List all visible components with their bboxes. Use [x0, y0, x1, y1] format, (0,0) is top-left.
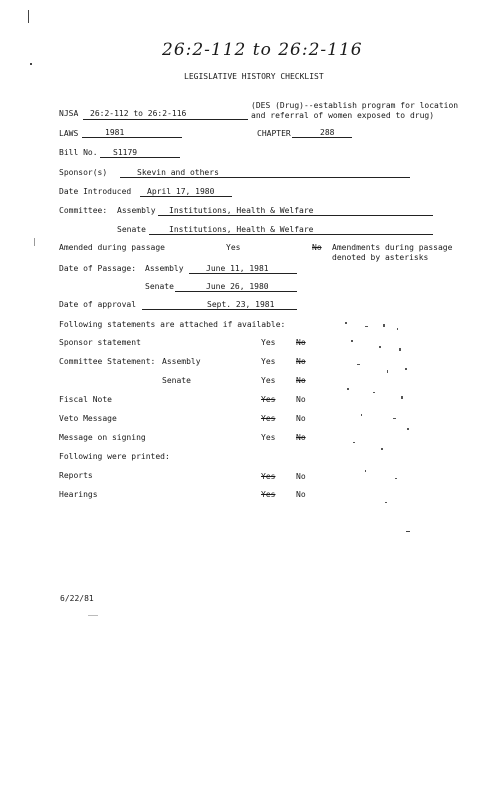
amended-no: No [312, 243, 322, 252]
description-line-1: (DES (Drug)--establish program for location [251, 101, 459, 110]
amended-note-1: Amendments during passage [332, 243, 453, 252]
reports-yes: Yes [261, 472, 276, 481]
chapter-underline [292, 137, 352, 138]
veto-message-no: No [296, 414, 306, 423]
njsa-value: 26:2-112 to 26:2-116 [90, 109, 187, 118]
fiscal-note-yes: Yes [261, 395, 276, 404]
sponsor-statement-label: Sponsor statement [59, 338, 141, 347]
scan-dot [30, 63, 32, 65]
committee-assembly-value: Institutions, Health & Welfare [169, 206, 314, 215]
statements-heading: Following statements are attached if available: [59, 320, 286, 329]
committee-statement-senate-label: Senate [162, 376, 191, 385]
reports-no: No [296, 472, 306, 481]
committee-statement-senate-no: No [296, 376, 306, 385]
committee-statement-assembly-no: No [296, 357, 306, 366]
date-introduced-value: April 17, 1980 [147, 187, 215, 196]
amended-yes: Yes [226, 243, 241, 252]
footer-date: 6/22/81 [60, 594, 94, 603]
passage-assembly-value: June 11, 1981 [206, 264, 269, 273]
approval-label: Date of approval [59, 300, 137, 309]
committee-senate-label: Senate [117, 225, 146, 234]
committee-statement-label: Committee Statement: [59, 357, 156, 366]
message-signing-label: Message on signing [59, 433, 146, 442]
page-title: LEGISLATIVE HISTORY CHECKLIST [184, 72, 324, 81]
sponsor-label: Sponsor(s) [59, 168, 108, 177]
committee-statement-assembly-label: Assembly [162, 357, 201, 366]
bill-value: S1179 [113, 148, 138, 157]
bill-underline [100, 157, 180, 158]
committee-assembly-underline [158, 215, 433, 216]
hearings-label: Hearings [59, 490, 98, 499]
committee-statement-assembly-yes: Yes [261, 357, 276, 366]
veto-message-label: Veto Message [59, 414, 117, 423]
committee-statement-senate-yes: Yes [261, 376, 276, 385]
sponsor-statement-yes: Yes [261, 338, 276, 347]
scan-mark [28, 10, 29, 23]
passage-senate-value: June 26, 1980 [206, 282, 269, 291]
printed-heading: Following were printed: [59, 452, 170, 461]
fiscal-note-label: Fiscal Note [59, 395, 112, 404]
approval-underline [142, 309, 297, 310]
fiscal-note-no: No [296, 395, 306, 404]
scan-speckle-area [335, 318, 425, 518]
date-introduced-underline [140, 196, 232, 197]
laws-underline [82, 137, 182, 138]
committee-assembly-label: Assembly [117, 206, 156, 215]
passage-senate-underline [175, 291, 297, 292]
laws-value: 1981 [105, 128, 125, 137]
sponsor-value: Skevin and others [137, 168, 219, 177]
njsa-underline [83, 119, 248, 120]
handwritten-title: 26:2-112 to 26:2-116 [162, 40, 363, 60]
scan-mark [88, 615, 98, 616]
njsa-label: NJSA [59, 109, 79, 118]
scan-mark [34, 238, 35, 246]
veto-message-yes: Yes [261, 414, 276, 423]
amended-note-2: denoted by asterisks [332, 253, 429, 262]
sponsor-underline [120, 177, 410, 178]
sponsor-statement-no: No [296, 338, 306, 347]
laws-label: LAWS [59, 129, 79, 138]
description-line-2: and referral of women exposed to drug) [251, 111, 435, 120]
chapter-value: 288 [320, 128, 335, 137]
reports-label: Reports [59, 471, 93, 480]
hearings-yes: Yes [261, 490, 276, 499]
passage-assembly-underline [189, 273, 297, 274]
passage-senate-label: Senate [145, 282, 174, 291]
message-signing-yes: Yes [261, 433, 276, 442]
committee-senate-underline [149, 234, 433, 235]
scan-mark [406, 531, 410, 532]
committee-senate-value: Institutions, Health & Welfare [169, 225, 314, 234]
hearings-no: No [296, 490, 306, 499]
passage-assembly-label: Assembly [145, 264, 184, 273]
message-signing-no: No [296, 433, 306, 442]
amended-label: Amended during passage [59, 243, 165, 252]
date-introduced-label: Date Introduced [59, 187, 132, 196]
chapter-label: CHAPTER [257, 129, 291, 138]
bill-label: Bill No. [59, 148, 98, 157]
approval-value: Sept. 23, 1981 [207, 300, 275, 309]
passage-label: Date of Passage: [59, 264, 137, 273]
committee-label: Committee: [59, 206, 108, 215]
